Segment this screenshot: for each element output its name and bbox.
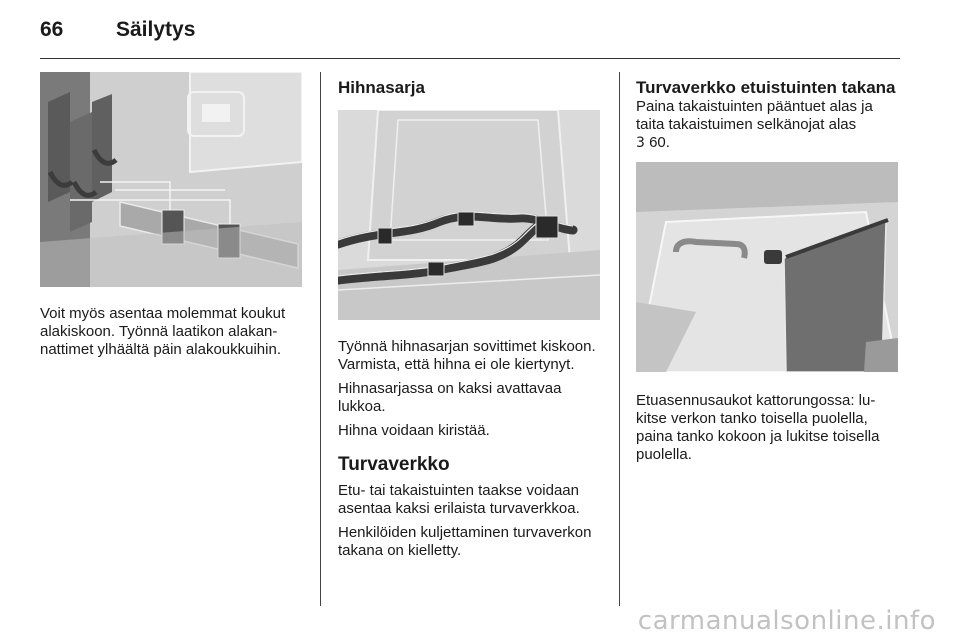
- column-1: [40, 72, 302, 359]
- page-number: 66: [40, 18, 64, 41]
- safety-net-warning: Henkilöiden kuljettaminen turvaverkon takana on kielletty.: [338, 524, 592, 559]
- strap-set-illustration: [338, 110, 600, 320]
- header-rule: [40, 58, 900, 59]
- page-reference[interactable]: 60.: [649, 134, 670, 151]
- strap-set-locks-text: Hihnasarjassa on kaksi avattavaa lukkoa.: [338, 380, 562, 415]
- watermark: carmanualsonline.info: [637, 606, 936, 636]
- page-title: Säilytys: [116, 18, 196, 41]
- front-net-heading: Turvaverkko etuistuinten takana: [636, 78, 896, 97]
- safety-net-heading: Turvaverkko: [338, 454, 450, 475]
- front-net-mounting-text: Etuasennusaukot kattorungossa: lukitse verkon tanko toisella puolella, paina tanko kokoon ja lukitse toisella puolella.: [636, 392, 880, 463]
- front-net-svg: [636, 162, 898, 372]
- column-divider-2: [619, 72, 620, 606]
- strap-set-instruction: Työnnä hihnasarjan sovittimet kiskoon. Varmista, että hihna ei ole kiertynyt.: [338, 338, 596, 373]
- safety-net-text: Etu- tai takaistuinten taakse voidaan asentaa kaksi erilaista turvaverkkoa.: [338, 482, 580, 517]
- hooks-rail-svg: [40, 72, 302, 287]
- page-reference-arrow-icon: 3: [636, 135, 645, 151]
- column-3: [636, 72, 898, 464]
- hooks-on-rail-illustration: [40, 72, 302, 287]
- front-net-instruction: [636, 98, 898, 152]
- col1-paragraph: Voit myös asentaa molemmat koukut alakiskoon. Työnnä laatikon alakannattimet ylhäältä päin alakoukkuihin.: [40, 305, 286, 358]
- strap-set-tighten-text: Hihna voidaan kiristää.: [338, 422, 490, 439]
- column-divider-1: [320, 72, 321, 606]
- front-net-illustration: [636, 162, 898, 372]
- strap-set-heading: Hihnasarja: [338, 78, 425, 97]
- strap-set-svg: [338, 110, 600, 320]
- column-2: [338, 72, 600, 560]
- front-net-instruction-text: Paina takaistuinten pääntuet alas ja taita takaistuimen selkänojat alas: [636, 98, 873, 133]
